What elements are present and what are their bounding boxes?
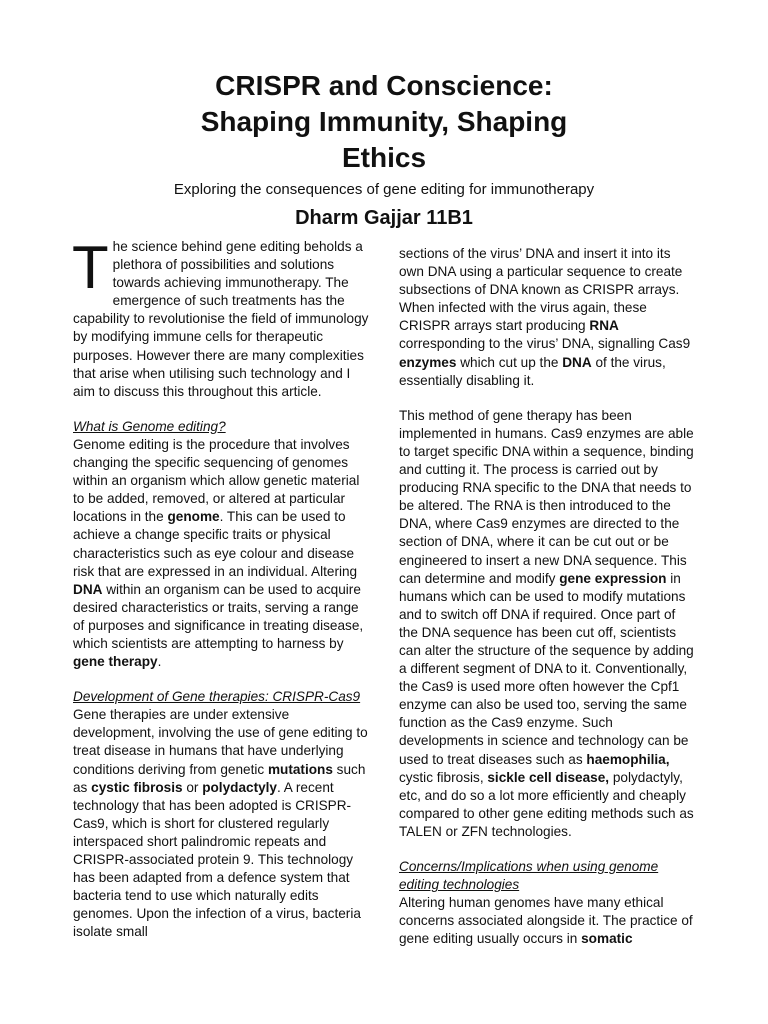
title-line-2: Shaping Immunity, Shaping <box>200 106 568 137</box>
section-heading-genome-editing: What is Genome editing? <box>73 418 226 434</box>
text-run: polydactyly, etc, and do so a lot more efficiently and cheaply compared to other gene editing methods such as TALEN or ZFN technologies. <box>399 769 694 839</box>
right-column <box>399 245 695 948</box>
section-heading-crispr: Development of Gene therapies: CRISPR-Cas9 <box>73 689 361 705</box>
text-run: Altering human genomes have many ethical concerns associated alongside it. The practice of gene editing usually occurs in <box>399 895 693 947</box>
bold-term: DNA <box>562 354 592 370</box>
title-line-1: CRISPR and Conscience: <box>215 70 553 101</box>
text-run: within an organism can be used to acquire desired characteristics or traits, serving a range of purposes and significance in treating disease, which scientists are attempting to harness by <box>73 581 364 651</box>
genome-editing-paragraph <box>73 436 369 671</box>
intro-paragraph <box>72 234 369 401</box>
text-run: in humans which can be used to modify mutations and to switch off DNA if required. Once part of the DNA sequence has been cut off, scientists can alter the structure of the sequence by adding a different segment of DNA to it. Conventionally, the Cas9 is used more often however the Cpf1 enzyme can also be used too, serving the same function as the Cas9 enzyme. Such developments in science and technology can be used to treat diseases such as <box>399 570 694 767</box>
text-run: sections of the virus’ DNA and insert it into its own DNA using a particular sequence to create subsections of DNA known as CRISPR arrays. When infected with the virus again, these CRISPR arrays start producing <box>399 246 683 334</box>
text-run: which cut up the <box>456 354 563 370</box>
article-header <box>0 68 768 231</box>
text-run: corresponding to the virus’ DNA, signalling Cas9 <box>399 336 691 352</box>
gene-therapy-method-paragraph <box>399 407 695 841</box>
bold-term: sickle cell disease, <box>487 769 610 785</box>
text-run: such as <box>73 761 366 795</box>
bold-term: gene therapy <box>73 654 158 670</box>
bold-term: haemophilia, <box>586 751 670 767</box>
text-run: This method of gene therapy has been implemented in humans. Cas9 enzymes are able to target specific DNA within a sequence, binding and cutting it. The process is carried out by producing RNA specific to the DNA that needs to be altered. The RNA is then introduced to the DNA, where Cas9 enzymes are directed to the section of DNA, where it can be cut out or be engineered to insert a new DNA sequence. This can determine and modify <box>399 407 694 586</box>
crispr-paragraph <box>73 688 369 941</box>
text-run: . A recent technology that has been adopted is CRISPR-Cas9, which is short for clustered regularly interspaced short palindromic repeats and CRISPR-associated protein 9. This technology has been adapted from a defence system that bacteria tend to use which naturally edits genomes. Upon the infection of a virus, bacteria isolate small <box>73 779 361 940</box>
article-title <box>0 68 768 176</box>
bold-term: somatic <box>581 931 633 947</box>
bold-term: polydactyly <box>202 779 277 795</box>
bold-term: gene expression <box>559 570 667 586</box>
intro-text: he science behind gene editing beholds a plethora of possibilities and solutions towards achieving immunotherapy. The emergence of such treatments has the capability to revolutionise the field of immunology by modifying immune cells for therapeutic purposes. However there are many complexities that arise when utilising such technology and I aim to discuss this throughout this article. <box>73 239 369 399</box>
article-subtitle: Exploring the consequences of gene editing for immunotherapy <box>173 181 595 198</box>
text-run: . <box>157 654 162 670</box>
bold-term: cystic fibrosis <box>91 779 183 795</box>
bold-term: genome <box>167 509 220 525</box>
text-run: of the virus, essentially disabling it. <box>399 354 666 388</box>
bold-term: mutations <box>267 761 333 777</box>
article-author: Dharm Gajjar 11B1 <box>295 207 473 229</box>
text-run: Genome editing is the procedure that involves changing the specific sequencing of genomes within an organism which allow genetic material to be added, removed, or altered at particular locations in the <box>73 436 360 525</box>
concerns-paragraph <box>399 894 695 948</box>
drop-cap: T <box>72 234 109 301</box>
section-heading-concerns: Concerns/Implications when using genome editing technologies <box>399 859 659 893</box>
bold-term: enzymes <box>399 354 457 370</box>
bold-term: RNA <box>589 318 619 334</box>
text-run: . This can be used to achieve a change specific traits or physical characteristics such as eye colour and disease risk that are expressed in an individual. Altering <box>73 509 358 579</box>
title-line-3: Ethics <box>341 142 427 173</box>
text-run: Gene therapies are under extensive development, involving the use of gene editing to treat disease in humans that have underlying conditions deriving from genetic <box>73 707 368 777</box>
text-run: cystic fibrosis, <box>399 769 488 785</box>
bold-term: DNA <box>73 581 103 597</box>
crispr-continued-paragraph <box>399 245 695 390</box>
left-column <box>72 234 369 941</box>
text-run: or <box>182 779 203 795</box>
